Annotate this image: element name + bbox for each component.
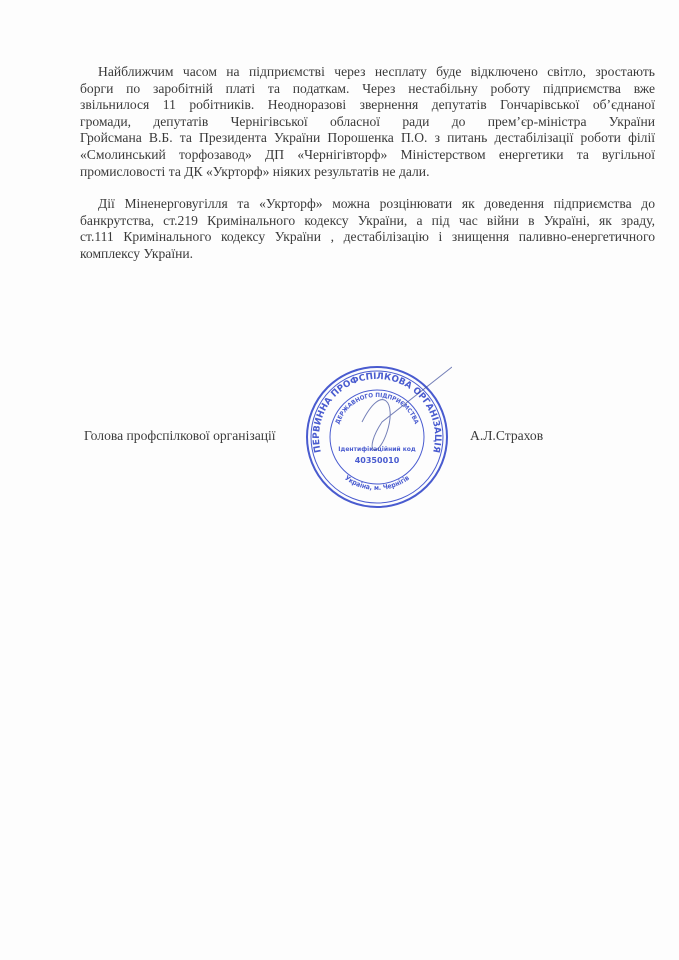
paragraph-2 bbox=[80, 196, 655, 262]
signature-position: Голова профспілкової організації bbox=[84, 428, 276, 443]
stamp bbox=[302, 362, 452, 512]
text-line: промисловості та ДК «Укрторф» ніяких результатів не дали. bbox=[80, 163, 430, 179]
text-line: звільнилося 11 робітників. Неодноразові звернення депутатів Гончарівської об’єднаної bbox=[80, 97, 655, 113]
text-line: Найближчим часом на підприємстві через несплату буде відключено світло, зростають bbox=[98, 64, 655, 79]
stamp-outer-text: ПЕРВИННА ПРОФСПІЛКОВА ОРГАНІЗАЦІЯ bbox=[311, 371, 443, 454]
stamp-bottom-text: Україна, м. Чернігів bbox=[343, 473, 412, 493]
stamp-code: 40350010 bbox=[354, 456, 400, 465]
text-line: борги по заробітній платі та податкам. Через нестабільну роботу підприємства вже bbox=[80, 80, 655, 96]
text-line: Гройсмана В.Б. та Президента України Порошенка П.О. з питань дестабілізації роботи філії bbox=[80, 130, 655, 146]
text-line: Дії Міненерговугілля та «Укрторф» можна розцінювати як доведення підприємства до bbox=[98, 196, 655, 211]
stamp-inner-text: ДЕРЖАВНОГО ПІДПРИЄМСТВА bbox=[334, 391, 420, 426]
signature-name: А.Л.Страхов bbox=[470, 428, 544, 443]
text-line: ст.111 Кримінального кодексу України , дестабілізацію і знищення паливно-енергетичного bbox=[80, 229, 655, 245]
paragraph-1 bbox=[80, 64, 655, 180]
text-line: комплексу України. bbox=[80, 245, 194, 261]
text-line: «Смолинський торфозавод» ДП «Чернігівторф» Міністерством енергетики та вугільної bbox=[80, 146, 655, 162]
text-line: громади, депутатів Чернігівської обласної ради до прем’єр-міністра України bbox=[80, 113, 655, 129]
stamp-code-label: Ідентифікаційний код bbox=[338, 446, 416, 453]
text-line: банкрутства, ст.219 Кримінального кодексу України, а під час війни в Україні, як зраду, bbox=[80, 212, 655, 228]
